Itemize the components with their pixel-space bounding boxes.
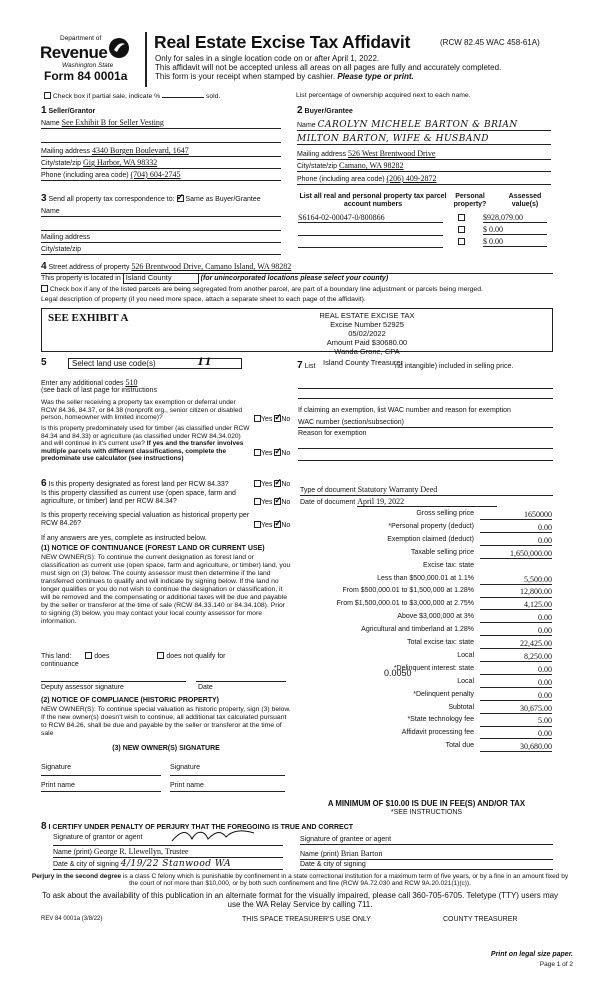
- tax-row-label: Less than $500,000.01 at 1.1%: [377, 574, 474, 582]
- revision-label: REV 84 0001a (3/8/22): [41, 916, 103, 922]
- personal-property-checkbox[interactable]: [458, 214, 465, 221]
- correspondence-row: 3 Send all property tax correspondence to: ✓ Same as Buyer/Grantee: [41, 193, 261, 205]
- does-qualify-checkbox[interactable]: [85, 652, 92, 659]
- tax-row-label: Affidavit processing fee: [401, 729, 474, 737]
- buyer-city-row: City/state/zip Camano, WA 98282: [297, 161, 551, 172]
- perjury-note: Perjury in the second degree is a class C felony which is punishable by confinement in a state correctional institution for a maximum term of five years, or by a fine in an amount fixed by the court of not more than $10,000, or by both such confinement and fine (RCW 9A.72.030 and RCW 9A.20.021(1)(c)).: [31, 873, 569, 888]
- grantor-date-row: Date & city of signing 4/19/22 Stanwood WA: [53, 859, 283, 870]
- street-address-field[interactable]: 526 Brentwood Drive, Camano Island, WA 98282: [131, 262, 292, 271]
- tax-row-label: From $500,000.01 to $1,500,000 at 1.28%: [342, 587, 474, 595]
- deputy-date-label: Date: [198, 684, 213, 691]
- parcel-row: [298, 213, 553, 224]
- see-back-note: (see back of last page for instructions: [41, 387, 157, 394]
- this-land-row: This land: does does not qualify for: [41, 653, 226, 660]
- owner-print-name-2: Print name: [170, 782, 204, 789]
- wac-row: WAC number (section/subsection): [298, 419, 553, 428]
- form-number: Form 84 0001a: [44, 69, 128, 83]
- land-use-select[interactable]: Select land use code(s) 11: [68, 358, 242, 369]
- timber-question: Is this property predominately used for timber (as classified under RCW 84.34 and 84.33) or agriculture (as classified under RCW 84.34.020) and will continue in it's current use? If yes and the transfer involves multiple parcels with different classifications, complete the predominate use calculator (see instructions): [41, 425, 250, 463]
- seller-city-field[interactable]: Gig Harbor, WA 98332: [83, 158, 158, 167]
- header-line-3: This form is your receipt when stamped by cashier. Please type or print.: [155, 72, 414, 81]
- treasurer-use-label: THIS SPACE TREASURER'S USE ONLY: [242, 916, 371, 923]
- local-rate-value: 0.0050: [384, 668, 412, 678]
- rcw-reference: (RCW 82.45 WAC 458-61A): [440, 38, 540, 47]
- tax-row-label: Total excise tax: state: [407, 639, 474, 646]
- tax-row-label: Total due: [445, 742, 474, 750]
- grantee-name-field[interactable]: Brian Barton: [340, 849, 383, 858]
- buyer-name-row: Name CAROLYN MICHELE BARTON & BRIAN: [297, 120, 551, 131]
- buyer-phone-field[interactable]: (206) 409-2872: [386, 174, 437, 183]
- tax-row-value[interactable]: 30,680.00: [480, 742, 552, 752]
- tax-row: [300, 536, 552, 547]
- tax-row-value[interactable]: 8,250.00: [480, 652, 552, 662]
- additional-codes-row: Enter any additional codes 510: [41, 378, 165, 388]
- minimum-due-note: A MINIMUM OF $10.00 IS DUE IN FEE(S) AND/OR TAX: [327, 799, 526, 808]
- additional-codes-field[interactable]: 510: [125, 378, 138, 387]
- buyer-name-field[interactable]: CAROLYN MICHELE BARTON & BRIAN: [317, 120, 518, 130]
- tax-row-value[interactable]: 12,800.00: [480, 587, 552, 597]
- tax-row-label: Above $3,000,000 at 3%: [397, 613, 474, 621]
- new-owner-signature-title: (3) NEW OWNER(S) SIGNATURE: [112, 745, 220, 752]
- county-select[interactable]: Island County: [123, 273, 199, 284]
- grantor-name-field[interactable]: George R. Llewellyn, Trustee: [93, 847, 189, 856]
- grantee-date-row: Date & city of signing: [300, 861, 553, 870]
- forest-no-checkbox[interactable]: [274, 480, 281, 487]
- seller-phone-field[interactable]: (704) 604-2745: [130, 170, 181, 179]
- grantor-signature-mark: [168, 827, 258, 845]
- compliance-text: NEW OWNER(S): To continue special valuation as historic property, sign (3) below. If the new owner(s) doesn't wish to continue, all additional tax calculated pursuant to RCW 84.26, shall be due and payable by the seller or transferor at the time of sale: [41, 706, 291, 737]
- tax-row-value[interactable]: 22,425.00: [480, 639, 552, 649]
- tax-row-label: *Delinquent interest: state: [393, 664, 474, 672]
- treasurer-stamp: REAL ESTATE EXCISE TAX Excise Number 52925 05/02/2022 Amount Paid $30680.00 Wanda Grone, CPA: [319, 311, 415, 356]
- section7-row: 7 List nd intangible) included in selling price.: [297, 360, 514, 371]
- parcel-col-header: List all real and personal property tax parcel account numbers: [299, 193, 447, 209]
- legal-description-box[interactable]: [41, 308, 553, 356]
- tax-row-value[interactable]: 0.00: [480, 523, 552, 533]
- exemption-no-checkbox[interactable]: [274, 415, 281, 422]
- tax-row: [300, 691, 552, 702]
- historic-no-checkbox[interactable]: [274, 521, 281, 528]
- seller-mailing-field[interactable]: 4340 Borgen Boulevard, 1647: [91, 146, 189, 155]
- forest-yes-no: Yes ✓ No: [254, 480, 290, 489]
- assessed-col-header: Assessed value(s): [508, 193, 542, 209]
- header-line-1: Only for sales in a single location code on or after April 1, 2022.: [155, 54, 380, 63]
- exemption-yes-checkbox[interactable]: [254, 415, 261, 422]
- partial-sale-checkbox[interactable]: [44, 92, 51, 99]
- forest-yes-checkbox[interactable]: [254, 480, 261, 487]
- tax-row-value[interactable]: 0.00: [480, 729, 552, 739]
- tax-row-label: Exemption claimed (deduct): [387, 535, 474, 543]
- county-treasurer-label: COUNTY TREASURER: [443, 916, 518, 923]
- tax-row-value[interactable]: 1,650,000.00: [480, 549, 552, 559]
- tax-row-value[interactable]: 5.00: [480, 716, 552, 726]
- header-line-2: This affidavit will not be accepted unless all areas on all pages are fully and accurately completed.: [155, 63, 502, 72]
- timber-yes-checkbox[interactable]: [254, 449, 261, 456]
- correspondence-city-row: City/state/zip: [41, 246, 281, 255]
- buyer-name-row-2: [297, 134, 551, 145]
- grantor-name-row: Name (print) George R. Llewellyn, Trustee: [53, 847, 283, 858]
- tax-row-label: Excise tax: state: [423, 561, 474, 569]
- tax-row-label: *Personal property (deduct): [388, 522, 474, 530]
- document-type-row: Type of document Statutory Warranty Deed: [300, 485, 553, 496]
- tax-row: [300, 639, 552, 650]
- compliance-title: (2) NOTICE OF COMPLIANCE (HISTORIC PROPERTY): [41, 697, 219, 704]
- county-row: This property is located in Island County (for unincorporated locations please select your county): [41, 273, 389, 282]
- does-not-qualify-checkbox[interactable]: [157, 652, 164, 659]
- exemption-question: Was the seller receiving a property tax exemption or deferral under RCW 84.36, 84.37, or 84.38 (nonprofit org., senior citizen or disabled person, homeowner with limited income)?: [41, 399, 243, 422]
- legal-description-label: Legal description of property (if you need more space, attach a separate sheet to each page of the affidavit).: [41, 296, 366, 303]
- tax-row-label: *State technology fee: [407, 716, 474, 724]
- any-yes-note: If any answers are yes, complete as instructed below.: [41, 535, 207, 542]
- swoosh-icon: [108, 37, 130, 59]
- buyer-city-field[interactable]: Camano, WA 98282: [339, 161, 404, 170]
- personal-col-header: Personal property?: [453, 193, 487, 209]
- owner-signature-label-2: Signature: [170, 764, 200, 771]
- seller-phone-row: Phone (including area code) (704) 604-2745: [41, 170, 281, 181]
- assessed-value[interactable]: $928,079.00: [483, 213, 547, 223]
- tax-row-label: Agricultural and timberland at 1.28%: [361, 626, 474, 634]
- owner-signature-label-1: Signature: [41, 764, 71, 771]
- continuance-title: (1) NOTICE OF CONTINUANCE (FOREST LAND OR CURRENT USE): [41, 545, 265, 552]
- assessed-value[interactable]: $ 0.00: [483, 225, 547, 235]
- current-use-yes-checkbox[interactable]: [254, 498, 261, 505]
- buyer-phone-row: Phone (including area code) (206) 409-2872: [297, 174, 551, 185]
- buyer-mailing-row: Mailing address 526 West Brentwood Drive: [297, 149, 551, 160]
- tax-row-value[interactable]: 5,500.00: [480, 575, 552, 585]
- tax-row: [300, 613, 552, 624]
- partial-sale-row: Check box if partial sale, indicate % sold.: [44, 92, 220, 101]
- land-use-code: 11: [197, 357, 212, 368]
- seller-heading: 1 Seller/Grantor: [41, 105, 96, 116]
- tax-row: [300, 626, 552, 637]
- assessed-value[interactable]: $ 0.00: [483, 237, 547, 247]
- tax-row: [300, 665, 552, 676]
- parcel-row: [298, 237, 553, 248]
- document-date-row: Date of document April 19, 2022: [300, 497, 553, 507]
- tax-row-label: Local: [457, 677, 474, 685]
- deputy-signature-label: Deputy assessor signature: [41, 684, 124, 691]
- legal-description-text: SEE EXHIBIT A: [48, 312, 129, 324]
- exemption-yes-no: Yes ✓ No: [254, 415, 290, 424]
- tax-row: [300, 652, 552, 663]
- tax-row-label: Local: [457, 651, 474, 659]
- correspondence-mailing-row: Mailing address: [41, 234, 281, 243]
- parcel-row: [298, 225, 553, 236]
- owner-print-name-1: Print name: [41, 782, 75, 789]
- continuance-text: NEW OWNER(S): To continue the current designation as forest land or classification as current use (open space, farm and agriculture, or timber) land, you must sign on (3) below. The county assessor must then determine if the land transferred continues to qualify and will indicate by signing below. If the land no longer qualifies or you do not wish to continue the designation or classification, it will be removed and the compensating or additional taxes will be due and payable by the seller or transferor at the time of sale (RCW 84.33.140 or 84.34.108). Prior to signing (3) below, you may contact your local county assessor for more information.: [41, 554, 291, 625]
- tax-row: [300, 562, 552, 573]
- same-as-buyer-checkbox[interactable]: [177, 195, 184, 202]
- tax-row-value[interactable]: 4,125.00: [480, 600, 552, 610]
- tax-row-label: Taxable selling price: [410, 548, 474, 556]
- accessibility-note: To ask about the availability of this publication in an alternate format for the visually impaired, please call 360-705-6705. Teletype (TTY) users may use the WA Relay Service by calling 711.: [41, 891, 559, 909]
- buyer-heading: 2 Buyer/Grantee: [297, 105, 353, 116]
- buyer-mailing-field[interactable]: 526 West Brentwood Drive: [347, 149, 436, 158]
- seller-name-field[interactable]: See Exhibit B for Seller Vesting: [61, 118, 164, 127]
- tax-row-value[interactable]: 1650000: [480, 510, 552, 520]
- personal-property-checkbox[interactable]: [458, 238, 465, 245]
- revenue-wordmark: Revenue: [40, 43, 108, 62]
- seller-mailing-row: Mailing address 4340 Borgen Boulevard, 1647: [41, 146, 281, 157]
- form-title: Real Estate Excise Tax Affidavit: [154, 32, 411, 52]
- tax-row: [300, 600, 552, 611]
- grantor-date-field[interactable]: 4/19/22 Stanwood WA: [120, 859, 232, 869]
- tax-row: [300, 704, 552, 715]
- timber-no-checkbox[interactable]: [274, 449, 281, 456]
- tax-row: [300, 678, 552, 689]
- timber-yes-no: Yes ✓ No: [254, 449, 290, 458]
- tax-row-label: *Delinquent penalty: [413, 690, 474, 698]
- tax-row: [300, 510, 552, 521]
- personal-property-checkbox[interactable]: [458, 226, 465, 233]
- segregated-row: Check box if any of the listed parcels are being segregated from another parcel, are part of a boundary line adjustment or parcels being merged.: [41, 285, 483, 294]
- tax-row-value[interactable]: 30,675.00: [480, 704, 552, 714]
- historic-yes-checkbox[interactable]: [254, 521, 261, 528]
- list-percentage-note: List percentage of ownership acquired next to each name.: [296, 92, 471, 99]
- segregated-checkbox[interactable]: [41, 285, 48, 292]
- seller-name-row: Name See Exhibit B for Seller Vesting: [41, 118, 281, 129]
- tax-row: [300, 523, 552, 534]
- tax-row: [300, 729, 552, 740]
- tax-row-label: Gross selling price: [416, 510, 474, 517]
- document-date-field[interactable]: April 19, 2022: [357, 497, 497, 507]
- tax-row: [300, 716, 552, 727]
- certify-heading: 8 I CERTIFY UNDER PENALTY OF PERJURY THAT THE FOREGOING IS TRUE AND CORRECT: [41, 821, 354, 832]
- tax-row-value[interactable]: 0.00: [480, 678, 552, 688]
- treasurer-stamp-county: Island County Treasurer: [323, 358, 404, 367]
- street-address-row: 4 Street address of property 526 Brentwood Drive, Camano Island, WA 98282: [41, 261, 553, 274]
- exemption-claim-label: If claiming an exemption, list WAC number and reason for exemption: [298, 407, 511, 414]
- grantee-name-row: Name (print) Brian Barton: [300, 849, 553, 860]
- legal-paper-note: Print on legal size paper.: [490, 951, 573, 958]
- tax-row-label: Subtotal: [448, 703, 474, 711]
- tax-row-value[interactable]: 0.00: [480, 691, 552, 701]
- tax-row: [300, 549, 552, 560]
- page-number: Page 1 of 2: [539, 961, 573, 968]
- continuance-label: continuance: [41, 661, 79, 668]
- forest-land-question: 6 Is this property designated as forest land per RCW 84.33?: [41, 478, 229, 489]
- current-use-question: Is this property classified as current use (open space, farm and agriculture, or timber) land per RCW 84.34?: [41, 490, 236, 506]
- tax-row-value[interactable]: 0.00: [480, 613, 552, 623]
- tax-row: [300, 742, 552, 753]
- current-use-yes-no: Yes ✓ No: [254, 498, 290, 507]
- state-label: Washington State: [62, 62, 114, 69]
- tax-row-value[interactable]: 0.00: [480, 536, 552, 546]
- correspondence-name-row: Name: [41, 208, 281, 217]
- historic-question: Is this property receiving special valuation as historical property per RCW 84.26?: [41, 512, 250, 528]
- see-instructions-note: *SEE INSTRUCTIONS: [390, 809, 463, 816]
- tax-row: [300, 587, 552, 598]
- tax-row-value[interactable]: 0.00: [480, 665, 552, 675]
- tax-row-label: From $1,500,000.01 to $3,000,000 at 2.75%: [336, 600, 474, 608]
- seller-city-row: City/state/zip Gig Harbor, WA 98332: [41, 158, 281, 169]
- reason-label: Reason for exemption: [298, 430, 367, 437]
- current-use-no-checkbox[interactable]: [274, 498, 281, 505]
- grantee-signature-row: Signature of grantee or agent: [300, 836, 553, 845]
- tax-row-value[interactable]: 0.00: [480, 626, 552, 636]
- tax-row: [300, 575, 552, 586]
- historic-yes-no: Yes ✓ No: [254, 521, 290, 530]
- buyer-name-field-2[interactable]: MILTON BARTON, WIFE & HUSBAND: [297, 134, 489, 144]
- grantor-signature-row: Signature of grantor or agent: [53, 834, 283, 846]
- section5-number: 5: [41, 357, 47, 368]
- department-label: Department of: [60, 35, 102, 42]
- parcel-number[interactable]: S6164-02-00047-0/800866: [298, 213, 443, 223]
- document-type-field[interactable]: Statutory Warranty Deed: [357, 485, 438, 494]
